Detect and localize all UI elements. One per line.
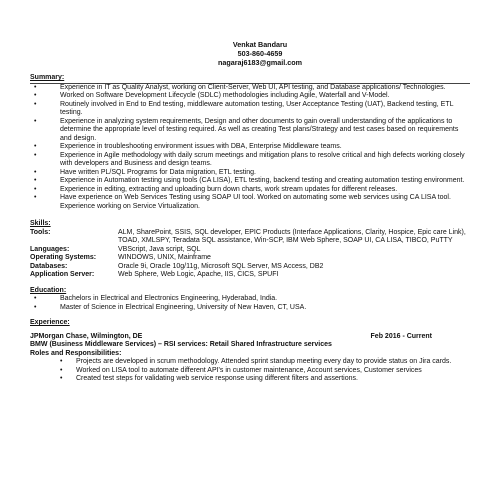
responsibility-text: Worked on LISA tool to automate different API's in customer maintenance, Account services, Customer services	[76, 366, 422, 374]
skills-title: Skills:	[30, 220, 51, 227]
skills-row	[30, 271, 470, 280]
responsibilities-list	[30, 358, 470, 384]
candidate-email[interactable]: nagaraj6183@gmail.com	[217, 58, 303, 67]
candidate-phone: 503-860-4659	[237, 49, 283, 58]
job-project: BMW (Business Middleware Services) – RSI services: Retail Shared Infrastructure services	[30, 341, 332, 348]
bullet-icon: •	[34, 83, 37, 91]
skills-row	[30, 246, 470, 255]
summary-item	[30, 84, 470, 93]
responsibility-item	[30, 375, 470, 384]
bullet-icon: •	[34, 303, 37, 311]
job-dates: Feb 2016 - Current	[370, 332, 432, 340]
job-company: JPMorgan Chase, Wilmington, DE	[30, 332, 143, 340]
skills-table	[30, 229, 470, 280]
summary-text: Experience in editing, extracting and uploading burn down charts, work stream updates for different releases.	[60, 185, 398, 193]
responsibility-text: Projects are developed in scrum methodology. Attended sprint standup meeting every day to provide status on Jira cards.	[76, 358, 452, 365]
roles-title: Roles and Responsibilities:	[30, 349, 122, 357]
summary-item	[30, 152, 470, 169]
resume-document	[30, 40, 470, 384]
summary-item	[30, 177, 470, 186]
skill-label: Databases:	[30, 262, 68, 270]
skill-value: Web Sphere, Web Logic, Apache, IIS, CICS, SPUFI	[118, 271, 279, 278]
responsibility-text: Created test steps for validating web service response using different filters and assertions.	[76, 375, 358, 382]
education-list	[30, 295, 470, 312]
summary-text: Routinely involved in End to End testing, middleware automation testing, User Acceptance Testing (UAT), Backend testing, ETL testing.	[60, 100, 454, 116]
bullet-icon: •	[60, 375, 63, 382]
experience-title: Experience:	[30, 319, 70, 326]
summary-text: Experience in Automation testing using tools (CA LISA), ETL testing, backend testing and creating automation testing environment.	[60, 177, 465, 184]
bullet-icon: •	[34, 295, 37, 302]
education-text: Master of Science in Electrical Engineering, University of New Haven, CT, USA.	[60, 303, 307, 311]
education-item	[30, 304, 470, 313]
bullet-icon: •	[34, 151, 37, 159]
bullet-icon: •	[34, 194, 37, 201]
skill-label: Operating Systems:	[30, 254, 97, 261]
summary-text: Experience in Agile methodology with daily scrum meetings and mitigation plans to resolve critical and high defects working closely with developers and Business and design teams.	[60, 151, 465, 167]
bullet-icon: •	[34, 185, 37, 193]
skill-value: ALM, SharePoint, SSIS, SQL developer, EPIC Products (Interface Applications, Clarity, Hospice, Epic care Link), TOAD, XMLSPY, Teradata SQL assistance, Win-SCP, IBM Web Sphere, SOAP UI, CA LISA, TIBCO, PuTTY	[118, 228, 466, 244]
summary-text: Experience in troubleshooting environment issues with DBA, Enterprise Middleware teams.	[60, 143, 342, 150]
skill-value: WINDOWS, UNIX, Mainframe	[118, 254, 211, 261]
education-item	[30, 295, 470, 304]
resume-header	[50, 40, 470, 67]
summary-item	[30, 118, 470, 144]
bullet-icon: •	[60, 366, 63, 374]
bullet-icon: •	[60, 358, 63, 365]
bullet-icon: •	[34, 92, 37, 99]
summary-text: Have written PL/SQL Programs for Data migration, ETL testing.	[60, 168, 256, 176]
summary-item	[30, 92, 470, 101]
job-header	[30, 333, 470, 342]
summary-item	[30, 143, 470, 152]
summary-text: Have experience on Web Services Testing using SOAP UI tool. Worked on automating some web services using CA LISA tool. Experience working on Service Virtualization.	[60, 194, 451, 210]
skills-row	[30, 263, 470, 272]
summary-text: Worked on Software Development Lifecycle (SDLC) methodologies including Agile, Waterfall and V-Model.	[60, 92, 390, 99]
skill-value: Oracle 9i, Oracle 10g/11g, Microsoft SQL Server, MS Access, DB2	[118, 262, 324, 270]
responsibility-item	[30, 358, 470, 367]
summary-title: Summary:	[30, 74, 65, 81]
summary-text: Experience in analyzing system requirements, Design and other documents to gain overall understanding of the applications to determine the appropriate level of testing required. As well as creating Test plans/Strategy and test cases based on requirements and design.	[60, 117, 459, 142]
skill-label: Application Server:	[30, 271, 95, 278]
education-title: Education:	[30, 286, 67, 294]
skill-value: VBScript, Java script, SQL	[118, 245, 201, 253]
skills-row	[30, 254, 470, 263]
bullet-icon: •	[34, 168, 37, 176]
bullet-icon: •	[34, 100, 37, 108]
summary-text: Experience in IT as Quality Analyst, working on Client-Server, Web UI, API testing, and Database applications/ Technologies.	[60, 83, 446, 91]
skills-row	[30, 229, 470, 246]
summary-item	[30, 169, 470, 178]
skill-label: Languages:	[30, 245, 70, 253]
candidate-name: Venkat Bandaru	[232, 40, 288, 49]
summary-list	[30, 84, 470, 212]
bullet-icon: •	[34, 143, 37, 150]
responsibility-item	[30, 367, 470, 376]
bullet-icon: •	[34, 117, 37, 125]
skill-label: Tools:	[30, 228, 51, 236]
summary-item	[30, 101, 470, 118]
summary-item	[30, 194, 470, 211]
summary-item	[30, 186, 470, 195]
education-text: Bachelors in Electrical and Electronics Engineering, Hyderabad, India.	[60, 295, 278, 302]
bullet-icon: •	[34, 177, 37, 184]
